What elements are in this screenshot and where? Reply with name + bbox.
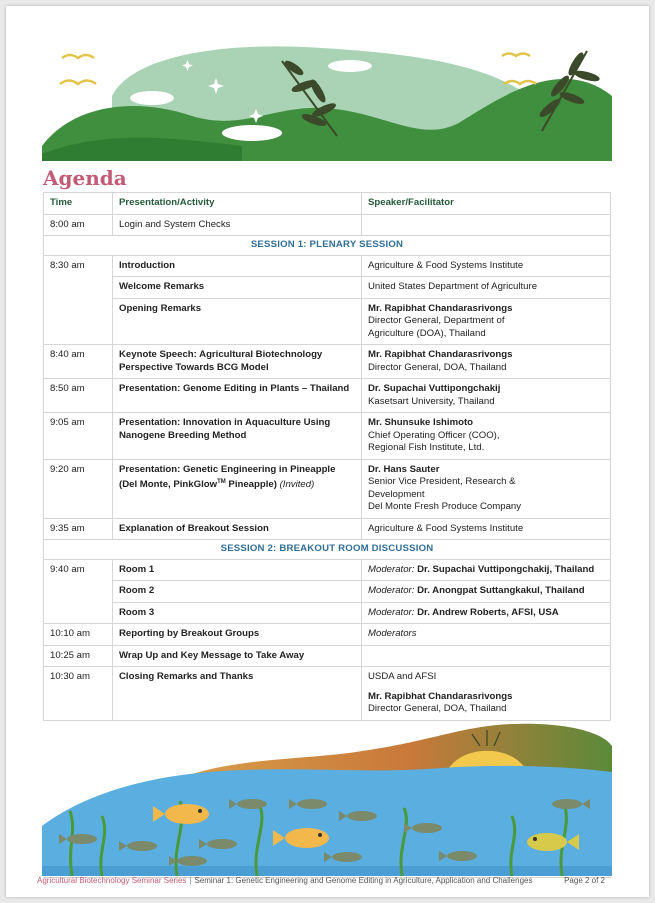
activity-cell: Reporting by Breakout Groups (113, 624, 362, 646)
speaker-cell (362, 379, 611, 413)
time-cell: 8:40 am (44, 345, 113, 379)
speaker-name: Mr. Rapibhat Chandarasrivongs (368, 690, 513, 702)
column-header-time: Time (44, 193, 113, 215)
speaker-name: Mr. Rapibhat Chandarasrivongs (368, 302, 513, 314)
activity-line: Keynote Speech: Agricultural Biotechnology (119, 349, 323, 360)
speaker-cell (362, 345, 611, 379)
moderator-label: Moderator: (368, 585, 415, 596)
activity-cell: Opening Remarks (113, 298, 362, 345)
activity-line: Perspective Towards BCG Model (119, 361, 269, 373)
speaker-cell (362, 214, 611, 236)
table-row (44, 518, 611, 540)
table-row (44, 345, 611, 379)
speaker-name: Dr. Hans Sauter (368, 463, 440, 475)
time-cell (44, 298, 113, 345)
speaker-title: Chief Operating Officer (COO), (368, 429, 500, 441)
activity-text: Pineapple) (225, 479, 277, 491)
speaker-title: Senior Vice President, Research & (368, 476, 516, 487)
speaker-name: Dr. Supachai Vuttipongchakij (368, 383, 501, 394)
speaker-cell (362, 413, 611, 460)
moderator-name: Dr. Andrew Roberts, AFSI, USA (417, 606, 559, 618)
session-1-heading: SESSION 1: PLENARY SESSION (44, 236, 611, 256)
time-cell: 8:50 am (44, 379, 113, 413)
session-2-heading: SESSION 2: BREAKOUT ROOM DISCUSSION (44, 540, 611, 560)
speaker-title: Regional Fish Institute, Ltd. (368, 442, 485, 453)
page-footer (37, 876, 605, 885)
moderator-name: Dr. Supachai Vuttipongchakij, Thailand (417, 563, 595, 575)
header-landscape-illustration (42, 36, 612, 161)
speaker-cell (362, 602, 611, 624)
invited-note: (Invited) (279, 479, 315, 491)
moderator-label: Moderator: (368, 563, 415, 575)
time-cell: 8:30 am (44, 255, 113, 277)
time-cell: 10:10 am (44, 624, 113, 646)
table-row (44, 255, 611, 277)
speaker-cell (362, 645, 611, 667)
activity-cell: Room 2 (113, 581, 362, 603)
speaker-title: Kasetsart University, Thailand (368, 395, 495, 407)
speaker-name: Mr. Shunsuke Ishimoto (368, 417, 474, 428)
activity-cell (113, 459, 362, 518)
trademark-mark: TM (217, 479, 226, 485)
activity-cell: Introduction (113, 255, 362, 277)
time-cell: 9:20 am (44, 459, 113, 518)
speaker-title: Director General, DOA, Thailand (368, 703, 507, 714)
table-row (44, 645, 611, 667)
time-cell (44, 602, 113, 624)
activity-line: Nanogene Breeding Method (119, 429, 247, 441)
activity-line: Presentation: Innovation in Aquaculture Using (119, 417, 331, 428)
table-row (44, 298, 611, 345)
table-row (44, 559, 611, 581)
table-row (44, 667, 611, 721)
table-row (44, 602, 611, 624)
footer-series: Agricultural Biotechnology Seminar Series (37, 876, 187, 885)
activity-cell: Wrap Up and Key Message to Take Away (113, 645, 362, 667)
table-row (44, 214, 611, 236)
speaker-cell: Agriculture & Food Systems Institute (362, 255, 611, 277)
column-header-activity: Presentation/Activity (113, 193, 362, 215)
activity-cell: Room 1 (113, 559, 362, 581)
table-row (44, 581, 611, 603)
time-cell: 9:40 am (44, 559, 113, 581)
activity-cell (113, 345, 362, 379)
footer-seminar: Seminar 1: Genetic Engineering and Genome Editing in Agriculture, Application and Challenges (194, 876, 533, 885)
speaker-name: Mr. Rapibhat Chandarasrivongs (368, 349, 513, 360)
speaker-cell (362, 667, 611, 721)
time-cell: 8:00 am (44, 214, 113, 236)
activity-cell: Welcome Remarks (113, 277, 362, 299)
speaker-title: Agriculture (DOA), Thailand (368, 327, 486, 339)
time-cell (44, 277, 113, 299)
time-cell (44, 581, 113, 603)
speaker-cell: United States Department of Agriculture (362, 277, 611, 299)
table-row (44, 379, 611, 413)
table-row (44, 624, 611, 646)
table-row (44, 413, 611, 460)
speaker-title: Director General, Department of (368, 315, 505, 326)
speaker-cell (362, 459, 611, 518)
time-cell: 9:35 am (44, 518, 113, 540)
column-header-speaker: Speaker/Facilitator (362, 193, 611, 215)
time-cell: 10:30 am (44, 667, 113, 721)
speaker-title: Director General, DOA, Thailand (368, 361, 507, 373)
table-header-row (44, 193, 611, 215)
speaker-cell (362, 559, 611, 581)
activity-line (119, 476, 355, 492)
moderator-name: Dr. Anongpat Suttangkakul, Thailand (417, 585, 585, 596)
speaker-title: Development (368, 488, 425, 500)
speaker-org: USDA and AFSI (368, 671, 437, 682)
activity-cell: Login and System Checks (113, 214, 362, 236)
activity-cell: Explanation of Breakout Session (113, 518, 362, 540)
document-page (6, 6, 649, 897)
page-number: Page 2 of 2 (564, 876, 605, 885)
speaker-cell (362, 581, 611, 603)
activity-cell: Room 3 (113, 602, 362, 624)
time-cell: 10:25 am (44, 645, 113, 667)
activity-cell: Closing Remarks and Thanks (113, 667, 362, 721)
activity-line: Presentation: Genetic Engineering in Pineapple (119, 463, 336, 475)
session-row (44, 540, 611, 560)
speaker-cell: Agriculture & Food Systems Institute (362, 518, 611, 540)
activity-cell: Presentation: Genome Editing in Plants – Thailand (113, 379, 362, 413)
activity-cell (113, 413, 362, 460)
speaker-title: Del Monte Fresh Produce Company (368, 501, 522, 512)
footer-separator: | (189, 876, 192, 885)
time-cell: 9:05 am (44, 413, 113, 460)
agenda-table (43, 192, 611, 721)
activity-text: (Del Monte, PinkGlow (119, 479, 218, 491)
session-row (44, 236, 611, 256)
agenda-title: Agenda (43, 166, 127, 190)
footer-aquatic-illustration (42, 716, 612, 876)
speaker-cell (362, 298, 611, 345)
table-row (44, 459, 611, 518)
moderator-label: Moderator: (368, 606, 415, 618)
table-row (44, 277, 611, 299)
speaker-cell: Moderators (362, 624, 611, 646)
